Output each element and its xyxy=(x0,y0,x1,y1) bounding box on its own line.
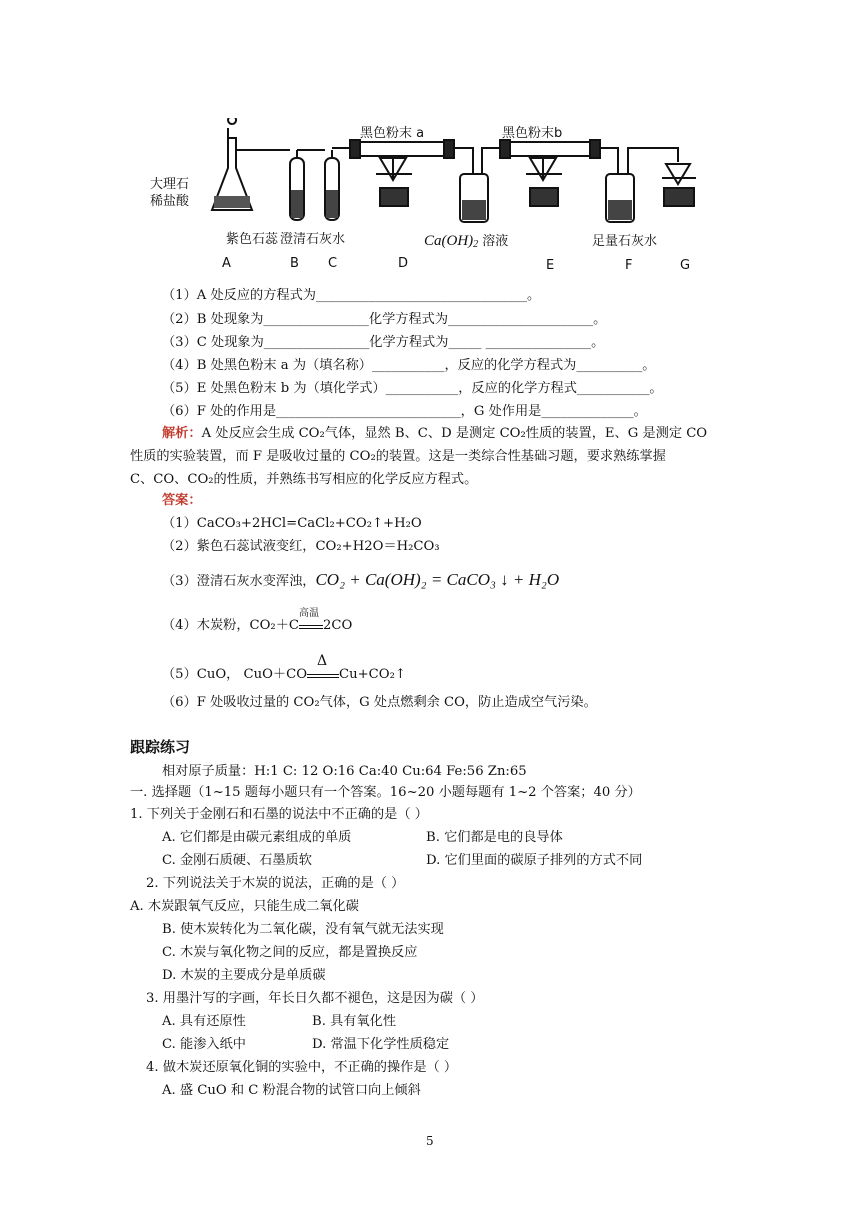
analysis-line-1: 解析：A 处反应会生成 CO₂气体，显然 B、C、D 是测定 CO₂性质的装置，E、G 是测定 CO xyxy=(162,426,708,441)
label-excess-limewater: 足量石灰水 xyxy=(592,234,658,249)
question-2-option-a: A. 木炭跟氧气反应，只能生成二氧化碳 xyxy=(130,899,359,914)
answer-4: （4）木炭粉，CO₂＋C 高温 2CO xyxy=(162,608,353,633)
label-limewater: 澄清石灰水 xyxy=(280,232,346,247)
label-black-powder-b: 黑色粉末b xyxy=(502,126,563,141)
label-caoh2: $Ca(OH)_2$ 溶液 xyxy=(424,233,509,250)
answer-6: （6）F 处吸收过量的 CO₂气体，G 处点燃剩余 CO，防止造成空气污染。 xyxy=(162,695,597,710)
question-4-option-a: A. 盛 CuO 和 C 粉混合物的试管口向上倾斜 xyxy=(162,1083,421,1098)
high-temp-condition: 高温 xyxy=(299,617,323,629)
page-number: 5 xyxy=(426,1134,434,1148)
label-litmus: 紫色石蕊 xyxy=(226,232,279,247)
label-letter-c: C xyxy=(328,256,338,271)
question-3: （3）C 处现象为________________化学方程式为_____ ________________。 xyxy=(162,335,605,350)
section-title: 一. 选择题（1~15 题每小题只有一个答案。16~20 小题每题有 1~2 个答案；40 分） xyxy=(130,785,641,800)
question-2-stem: 2. 下列说法关于木炭的说法，正确的是（ ） xyxy=(146,876,405,891)
question-3-option-b: B. 具有氧化性 xyxy=(312,1014,397,1029)
heat-condition: Δ xyxy=(307,666,339,678)
answer-3: （3）澄清石灰水变浑浊，CO₂ + Ca(OH)₂ = CaCO₃ ↓ + H₂O xyxy=(162,570,560,589)
question-3-option-a: A. 具有还原性 xyxy=(162,1014,246,1029)
analysis-line-2: 性质的实验装置，而 F 是吸收过量的 CO₂的装置。这是一类综合性基础习题，要求熟练掌握 xyxy=(130,449,666,464)
label-black-powder-a: 黑色粉末 a xyxy=(360,126,425,141)
question-1-option-c: C. 金刚石质硬、石墨质软 xyxy=(162,853,312,868)
label-letter-f: F xyxy=(625,258,633,273)
question-3-option-d: D. 常温下化学性质稳定 xyxy=(312,1037,450,1052)
analysis-line-3: C、CO、CO₂的性质，并熟练书写相应的化学反应方程式。 xyxy=(130,472,478,487)
question-4: （4）B 处黑色粉末 a 为（填名称）___________，反应的化学方程式为__________。 xyxy=(162,358,656,373)
question-3-stem: 3. 用墨汁写的字画，年长日久都不褪色，这是因为碳（ ） xyxy=(146,991,484,1006)
question-6: （6）F 处的作用是____________________________，G 处作用是______________。 xyxy=(162,404,647,419)
label-acid: 稀盐酸 xyxy=(150,194,190,209)
question-2-option-b: B. 使木炭转化为二氧化碳，没有氧气就无法实现 xyxy=(162,922,444,937)
question-2: （2）B 处现象为________________化学方程式为______________________。 xyxy=(162,312,607,327)
apparatus-drawing xyxy=(150,118,710,278)
question-1-option-a: A. 它们都是由碳元素组成的单质 xyxy=(162,830,352,845)
label-letter-b: B xyxy=(290,256,299,271)
answer-5: （5）CuO， CuO＋CO Δ Cu+CO₂↑ xyxy=(162,653,406,682)
question-3-option-c: C. 能渗入纸中 xyxy=(162,1037,246,1052)
apparatus-diagram xyxy=(150,118,710,278)
question-5: （5）E 处黑色粉末 b 为（填化学式）___________，反应的化学方程式___________。 xyxy=(162,381,663,396)
question-1-option-d: D. 它们里面的碳原子排列的方式不同 xyxy=(426,853,643,868)
label-marble: 大理石 xyxy=(150,177,190,192)
answer-3-equation: CO₂ + Ca(OH)₂ = CaCO₃ ↓ + H₂O xyxy=(315,570,560,589)
question-1: （1）A 处反应的方程式为________________________________。 xyxy=(162,288,541,303)
question-2-option-d: D. 木炭的主要成分是单质碳 xyxy=(162,968,326,983)
label-letter-e: E xyxy=(546,258,555,273)
analysis-label: 解析： xyxy=(162,426,202,441)
label-letter-d: D xyxy=(398,256,409,271)
question-2-option-c: C. 木炭与氧化物之间的反应，都是置换反应 xyxy=(162,945,418,960)
atomic-masses: 相对原子质量：H:1 C: 12 O:16 Ca:40 Cu:64 Fe:56 Zn:65 xyxy=(162,764,527,779)
question-4-stem: 4. 做木炭还原氧化铜的实验中，不正确的操作是（ ） xyxy=(146,1060,458,1075)
label-letter-g: G xyxy=(680,258,691,273)
answer-2: （2）紫色石蕊试液变红，CO₂+H2O＝H₂CO₃ xyxy=(162,539,440,554)
practice-heading: 跟踪练习 xyxy=(130,738,191,756)
question-1-option-b: B. 它们都是电的良导体 xyxy=(426,830,563,845)
question-1-stem: 1. 下列关于金刚石和石墨的说法中不正确的是（ ） xyxy=(130,807,428,822)
answers-label: 答案： xyxy=(162,493,202,508)
answer-1: （1）CaCO₃+2HCl=CaCl₂+CO₂↑+H₂O xyxy=(162,516,422,531)
label-letter-a: A xyxy=(222,256,231,271)
